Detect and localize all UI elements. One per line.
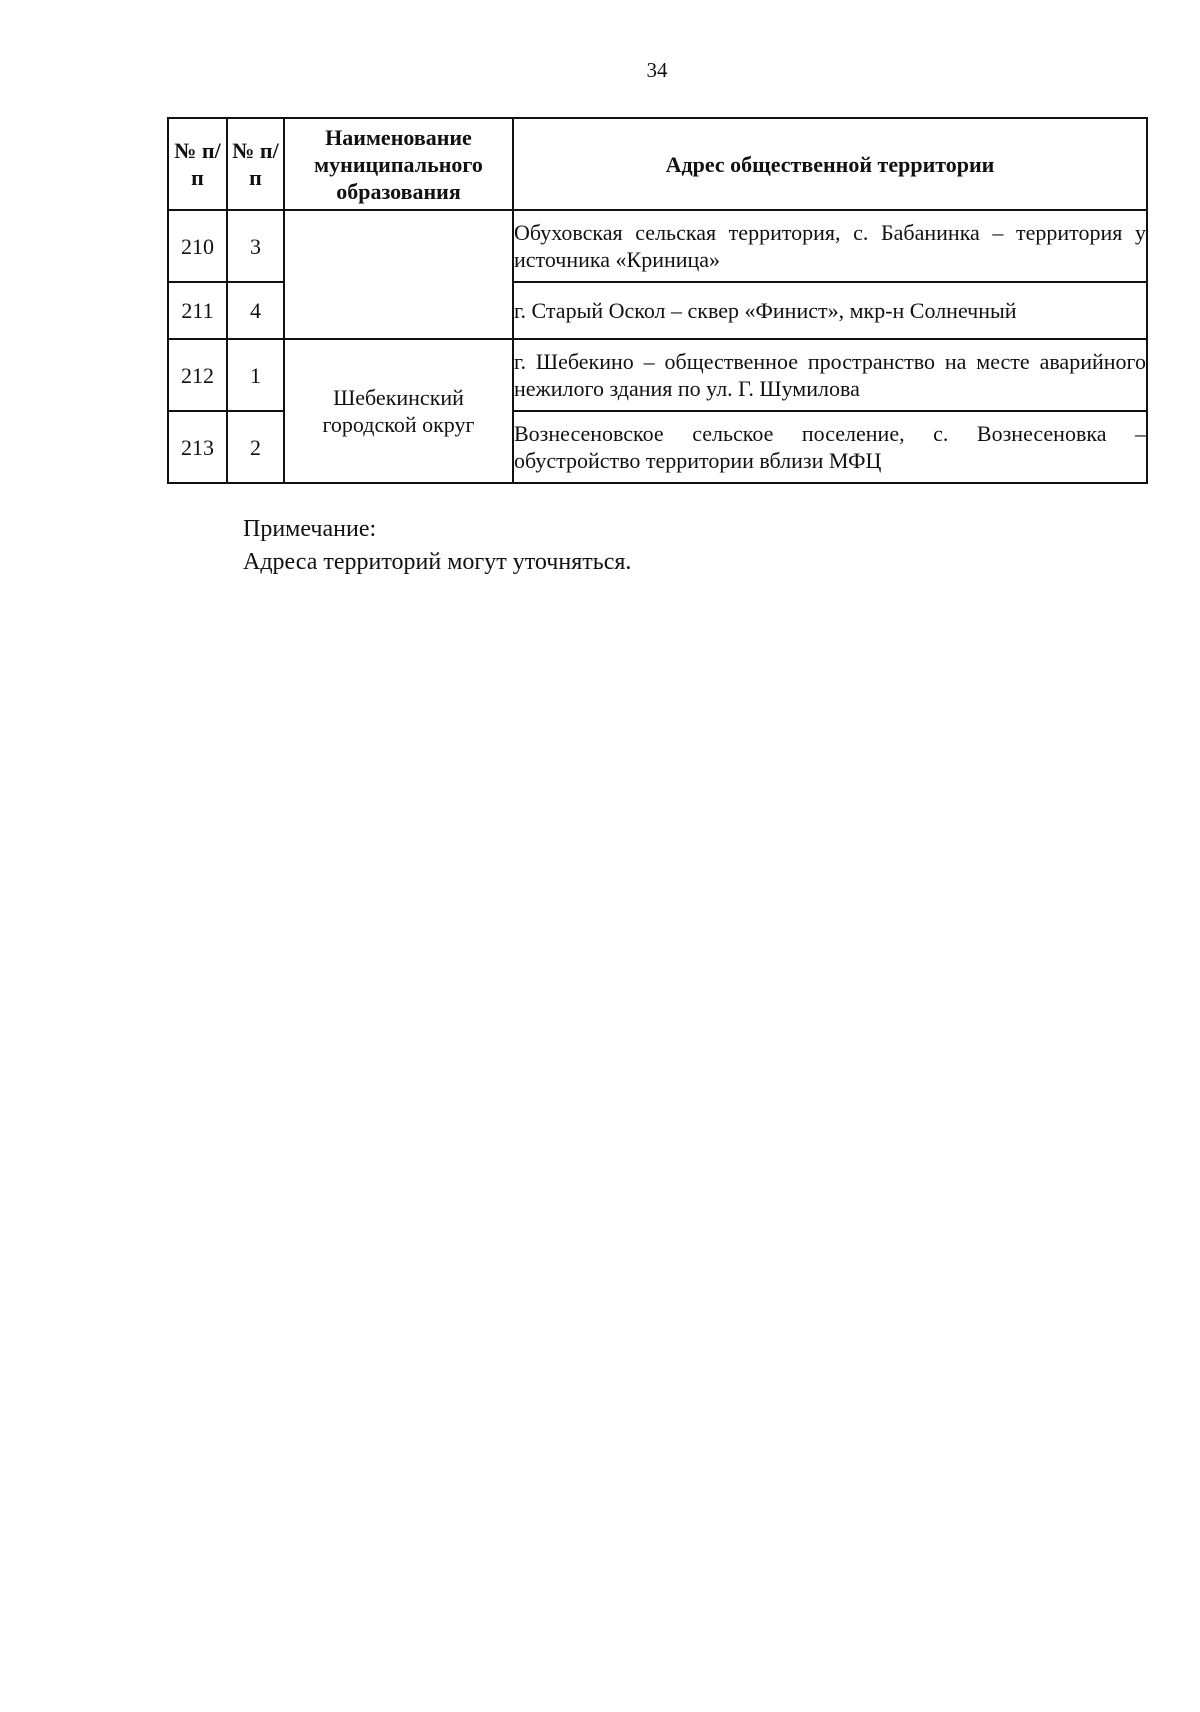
note-title: Примечание:: [243, 516, 377, 542]
table-header-row: [168, 118, 1147, 210]
cell-number-local: 2: [227, 411, 284, 483]
cell-address: г. Старый Оскол – сквер «Финист», мкр-н Солнечный: [513, 282, 1147, 339]
cell-number-total: 212: [168, 339, 227, 411]
header-number-total: № п/п: [168, 118, 227, 210]
page-number: 34: [646, 58, 668, 82]
note: [243, 513, 631, 579]
cell-address: Вознесеновское сельское поселение, с. Вознесеновка – обустройство территории вблизи МФЦ: [513, 411, 1147, 483]
note-text: Адреса территорий могут уточняться.: [243, 549, 632, 575]
cell-municipality: [284, 210, 513, 339]
header-address: Адрес общественной территории: [513, 118, 1147, 210]
cell-number-local: 3: [227, 210, 284, 282]
cell-address: Обуховская сельская территория, с. Бабанинка – территория у источника «Криница»: [513, 210, 1147, 282]
territories-table: [167, 117, 1148, 484]
table-row: [168, 210, 1147, 282]
cell-number-local: 4: [227, 282, 284, 339]
cell-municipality: Шебекинский городской округ: [284, 339, 513, 483]
header-municipality: Наименование муниципального образования: [284, 118, 513, 210]
cell-number-total: 210: [168, 210, 227, 282]
cell-number-local: 1: [227, 339, 284, 411]
header-number-local: № п/п: [227, 118, 284, 210]
cell-address: г. Шебекино – общественное пространство на месте аварийного нежилого здания по ул. Г. Шумилова: [513, 339, 1147, 411]
cell-number-total: 211: [168, 282, 227, 339]
table-row: [168, 339, 1147, 411]
cell-number-total: 213: [168, 411, 227, 483]
